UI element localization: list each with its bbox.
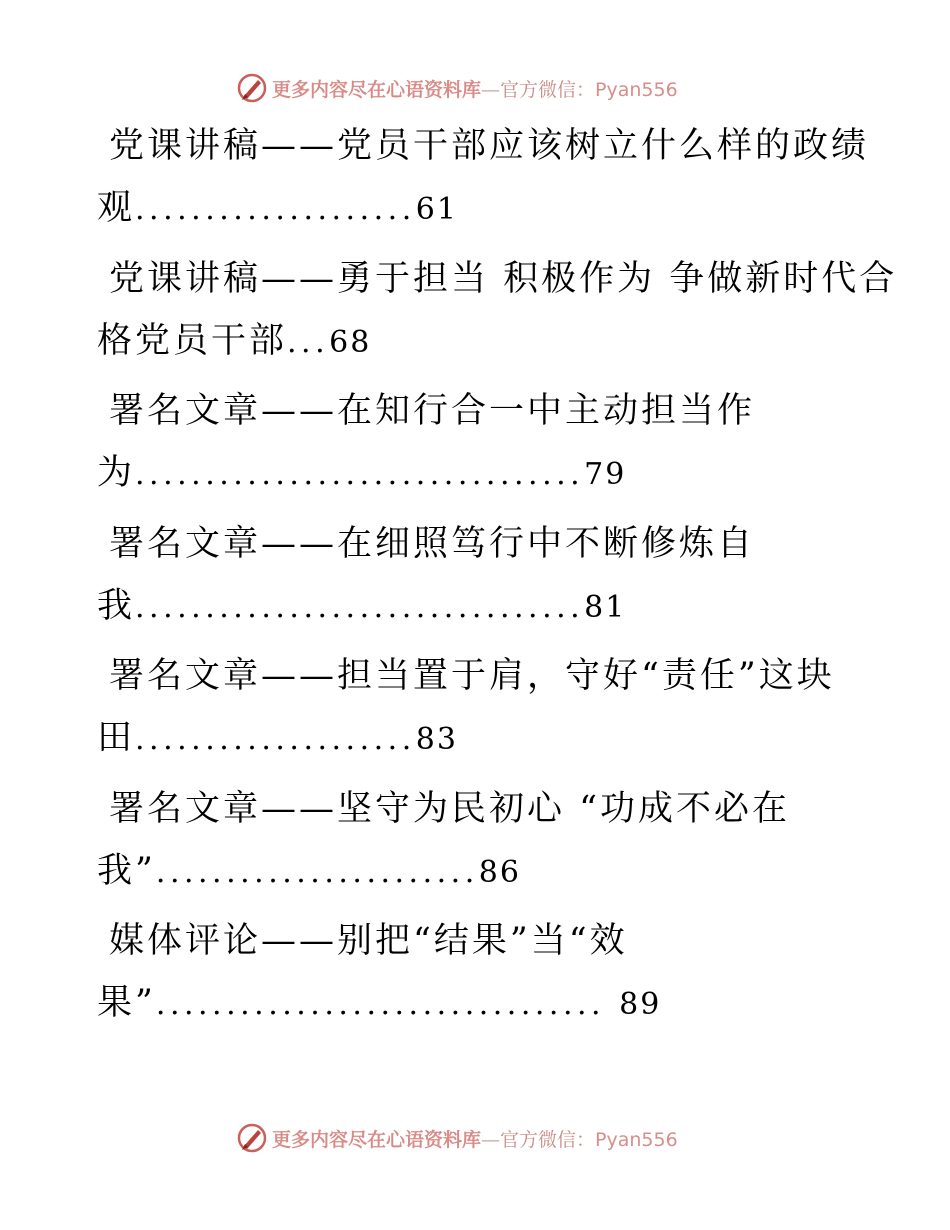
- toc-entry-title: 署名文章——坚守为民初心 “功成不必在: [109, 788, 791, 829]
- toc-leader-dots: ................................: [135, 457, 585, 492]
- banner-wechat-id: Pyan556: [595, 1129, 678, 1151]
- footer-watermark: [0, 1120, 950, 1160]
- toc-entry-continuation: [97, 714, 458, 764]
- toc-entry: [0, 118, 950, 251]
- toc-entry: [0, 648, 950, 781]
- banner-wechat-id: Pyan556: [595, 79, 678, 101]
- toc-entry-title: 署名文章——担当置于肩，守好“责任”这块: [109, 656, 835, 696]
- toc-page-number: 79: [584, 457, 627, 492]
- pen-logo-icon: [236, 1122, 268, 1154]
- toc-page-number: 81: [584, 589, 627, 625]
- banner-official-label: 官方微信：: [500, 1129, 596, 1151]
- toc-leader-dots: ...: [287, 324, 330, 360]
- banner-text: [272, 75, 678, 102]
- toc-entry: [0, 251, 950, 384]
- toc-entry-tail: 我”: [97, 850, 156, 891]
- toc-entry-continuation: [97, 847, 521, 897]
- toc-entry: [0, 913, 950, 1046]
- toc-entry-title: 署名文章——在细照笃行中不断修炼自: [109, 523, 756, 564]
- toc-entry: [0, 781, 950, 914]
- toc-entry-tail: 观: [97, 188, 136, 228]
- toc-page-number: 83: [415, 722, 458, 757]
- header-watermark: [0, 70, 950, 110]
- toc-entry-continuation: [97, 317, 371, 367]
- toc-page-number: 89: [619, 987, 662, 1022]
- toc-entry-tail: 格党员干部: [97, 320, 288, 361]
- toc-entry-tail: 为: [97, 453, 136, 493]
- toc-entry-continuation: [97, 979, 661, 1029]
- pen-logo-icon: [236, 72, 268, 104]
- toc-page-number: 86: [478, 854, 521, 890]
- banner-dash: —: [481, 1129, 501, 1151]
- toc-entry-title: 署名文章——在知行合一中主动担当作: [109, 391, 756, 431]
- toc-entry-title: 党课讲稿——勇于担当 积极作为 争做新时代合: [109, 258, 898, 299]
- toc-entry-continuation: [97, 582, 626, 632]
- toc-entry: [0, 383, 950, 516]
- toc-leader-dots: ....................: [135, 722, 416, 757]
- toc-entry-continuation: [97, 184, 458, 234]
- toc-leader-dots: ................................: [155, 987, 620, 1022]
- toc-entry-tail: 田: [97, 718, 136, 758]
- toc-entry-tail: 我: [97, 585, 136, 626]
- toc-entry-title: 媒体评论——别把“结果”当“效: [109, 921, 628, 961]
- toc-entry: [0, 516, 950, 649]
- toc-page-number: 61: [415, 192, 458, 227]
- banner-dash: —: [481, 79, 501, 101]
- table-of-contents: [0, 118, 950, 1046]
- toc-leader-dots: .......................: [155, 854, 479, 890]
- banner-text: [272, 1125, 678, 1152]
- banner-official-label: 官方微信：: [500, 79, 596, 101]
- toc-leader-dots: ....................: [135, 192, 416, 227]
- toc-leader-dots: ................................: [135, 589, 585, 625]
- banner-slogan: 更多内容尽在心语资料库: [272, 1129, 482, 1151]
- toc-entry-tail: 果”: [97, 983, 156, 1023]
- toc-entry-continuation: [97, 449, 626, 499]
- toc-page-number: 68: [329, 324, 372, 360]
- toc-entry-title: 党课讲稿——党员干部应该树立什么样的政绩: [109, 126, 870, 166]
- banner-slogan: 更多内容尽在心语资料库: [272, 79, 482, 101]
